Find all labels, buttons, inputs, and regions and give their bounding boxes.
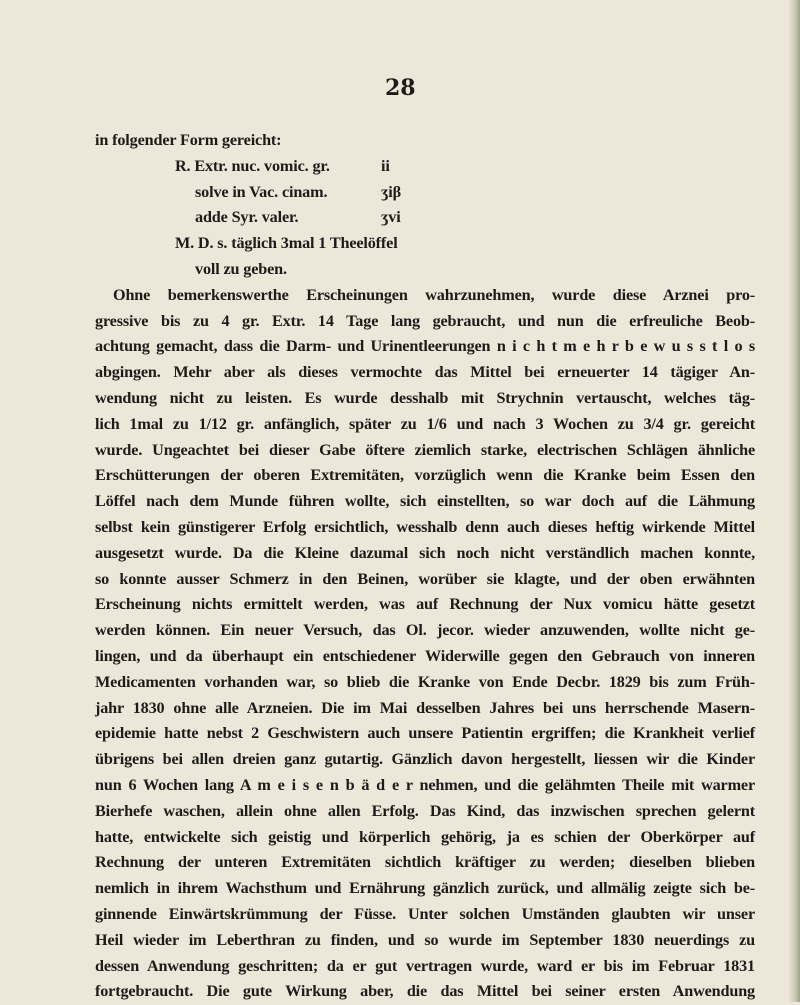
prescription-text: solve in Vac. cinam.	[195, 182, 328, 201]
prescription-block	[95, 154, 755, 283]
prescription-quantity: ʒvi	[381, 208, 401, 227]
body-paragraph	[95, 283, 755, 1005]
paragraph-line: lingen, und da überhaupt ein entschiedener Widerwille gegen den Gebrauch von inneren	[95, 646, 755, 665]
paragraph-line: Bierhefe waschen, allein ohne allen Erfolg. Das Kind, das inzwischen sprechen gelernt	[95, 801, 755, 820]
prescription-text: R. Extr. nuc. vomic. gr.	[175, 156, 330, 175]
paragraph-line: nemlich in ihrem Wachsthum und Ernährung gänzlich zurück, und allmälig zeigte sich be-	[95, 879, 755, 898]
paragraph-line: fortgebraucht. Die gute Wirkung aber, die das Mittel bei seiner ersten Anwendung	[95, 982, 755, 1001]
paragraph-line: Medicamenten vorhanden war, so blieb die Kranke von Ende Decbr. 1829 bis zum Früh-	[95, 672, 755, 691]
prescription-line	[195, 257, 755, 283]
paragraph-line: wurde. Ungeachtet bei dieser Gabe öftere ziemlich starke, electrischen Schlägen ähnliche	[95, 440, 755, 459]
prescription-line	[195, 205, 755, 231]
prescription-text: voll zu geben.	[195, 259, 287, 278]
paragraph-line: lich 1mal zu 1/12 gr. anfänglich, später zu 1/6 und nach 3 Wochen zu 3/4 gr. gereicht	[95, 414, 755, 433]
paragraph-line: Erschütterungen der oberen Extremitäten, vorzüglich wenn die Kranke beim Essen den	[95, 466, 755, 485]
prescription-text: M. D. s. täglich 3mal 1 Theelöffel	[175, 234, 398, 253]
paragraph-line: Löffel nach dem Munde führen wollte, sich einstellten, so war doch auf die Lähmung	[95, 492, 755, 511]
paragraph-line: so konnte ausser Schmerz in den Beinen, worüber sie klagte, und der oben erwähnten	[95, 569, 755, 588]
paragraph-line: achtung gemacht, dass die Darm- und Urinentleerungen n i c h t m e h r b e w u s s t l o s	[95, 337, 755, 356]
paragraph-line: Ohne bemerkenswerthe Erscheinungen wahrzunehmen, wurde diese Arznei pro-	[113, 285, 755, 304]
paragraph-line: werden können. Ein neuer Versuch, das Ol. jecor. wieder anzuwenden, wollte nicht ge-	[95, 621, 755, 640]
intro-line: in folgender Form gereicht:	[95, 131, 282, 149]
prescription-line	[195, 180, 755, 206]
paragraph-line: wendung nicht zu leisten. Es wurde desshalb mit Strychnin vertauscht, welches täg-	[95, 388, 755, 407]
paragraph-line: gressive bis zu 4 gr. Extr. 14 Tage lang gebraucht, und nun die erfreuliche Beob-	[95, 311, 755, 330]
paragraph-line: selbst kein günstigerer Erfolg ersichtlich, wesshalb denn auch dieses heftig wirkende Mittel	[95, 517, 755, 536]
prescription-quantity: ʒiβ	[381, 182, 401, 201]
paragraph-line: ginnende Einwärtskrümmung der Füsse. Unter solchen Umständen glaubten wir unser	[95, 904, 755, 923]
paragraph-line: Erscheinung nichts ermittelt werden, was auf Rechnung der Nux vomicu hätte gesetzt	[95, 595, 755, 614]
paragraph-line: übrigens bei allen dreien ganz gutartig. Gänzlich davon hergestellt, liessen wir die Kinder	[95, 750, 755, 769]
prescription-text: adde Syr. valer.	[195, 208, 299, 227]
paragraph-line: hatte, entwickelte sich geistig und körperlich gehörig, ja es schien der Oberkörper auf	[95, 827, 755, 846]
paragraph-line: dessen Anwendung geschritten; da er gut vertragen wurde, ward er bis im Februar 1831	[95, 956, 755, 975]
paragraph-line: jahr 1830 ohne alle Arzneien. Die im Mai desselben Jahres bei uns herrschende Masern-	[95, 698, 755, 717]
page-body	[95, 128, 755, 1005]
paragraph-line: abgingen. Mehr aber als dieses vermochte das Mittel bei erneuerter 14 tägiger An-	[95, 363, 755, 382]
paragraph-line: ausgesetzt wurde. Da die Kleine dazumal sich noch nicht verständlich machen konnte,	[95, 543, 755, 562]
paragraph-line: epidemie hatte nebst 2 Geschwistern auch unsere Patientin ergriffen; die Krankheit verlief	[95, 724, 755, 743]
paragraph-line: Rechnung der unteren Extremitäten sichtlich kräftiger zu werden; dieselben blieben	[95, 853, 755, 872]
prescription-quantity: ii	[381, 156, 390, 175]
paragraph-line: nun 6 Wochen lang A m e i s e n b ä d e r nehmen, und die gelähmten Theile mit warmer	[95, 775, 755, 794]
paragraph-line: Heil wieder im Leberthran zu finden, und so wurde im September 1830 neuerdings zu	[95, 930, 755, 949]
prescription-line	[175, 231, 755, 257]
page-number: 28	[385, 75, 416, 101]
page-edge-shadow	[788, 0, 800, 1002]
prescription-line	[175, 154, 755, 180]
